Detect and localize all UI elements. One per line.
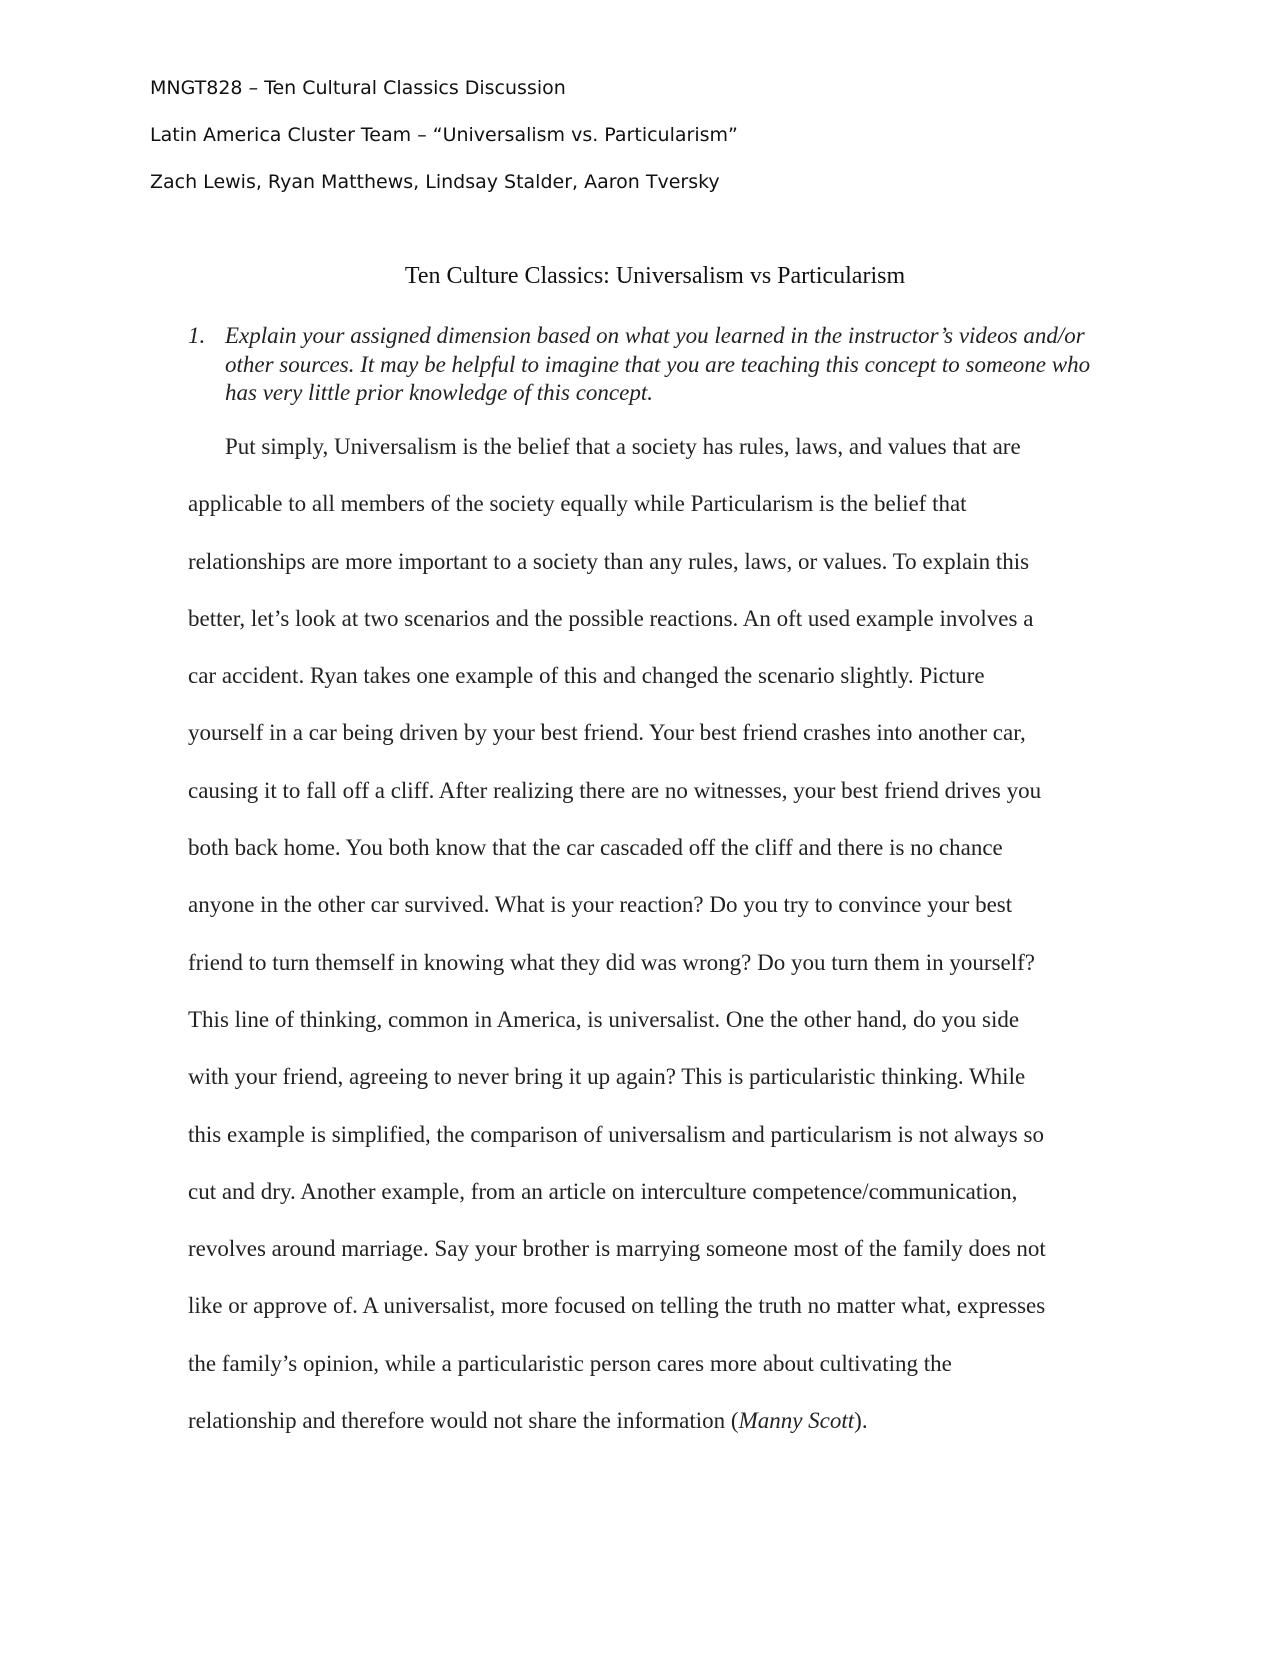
paragraph-line: the family’s opinion, while a particularistic person cares more about cultivating the bbox=[188, 1350, 952, 1376]
document-title: Ten Culture Classics: Universalism vs Particularism bbox=[404, 263, 906, 289]
question-text: Explain your assigned dimension based on what you learned in the instructor’s videos and/or other sources. It may be helpful to imagine that you are teaching this concept to someone who has very little prior knowledge of this concept. bbox=[225, 323, 1091, 405]
paragraph-last-line bbox=[188, 1409, 1128, 1466]
paragraph-line: with your friend, agreeing to never bring it up again? This is particularistic thinking. While bbox=[188, 1064, 1026, 1090]
paragraph-line: applicable to all members of the society equally while Particularism is the belief that bbox=[188, 491, 967, 517]
last-line-end: ). bbox=[854, 1408, 868, 1434]
paragraph-line: anyone in the other car survived. What is your reaction? Do you try to convince your best bbox=[188, 892, 1013, 918]
question-item bbox=[188, 322, 1108, 408]
paragraph-line: car accident. Ryan takes one example of this and changed the scenario slightly. Picture bbox=[188, 663, 985, 689]
paragraph-line: yourself in a car being driven by your best friend. Your best friend crashes into another car, bbox=[188, 720, 1026, 746]
authors-header: Zach Lewis, Ryan Matthews, Lindsay Stalder, Aaron Tversky bbox=[150, 171, 720, 193]
paragraph-line: both back home. You both know that the car cascaded off the cliff and there is no chance bbox=[188, 835, 1003, 861]
paragraph-line: This line of thinking, common in America, is universalist. One the other hand, do you side bbox=[188, 1006, 1020, 1032]
question-number: 1. bbox=[188, 323, 206, 348]
citation: Manny Scott bbox=[738, 1408, 855, 1434]
paragraph-line: like or approve of. A universalist, more focused on telling the truth no matter what, expresses bbox=[188, 1293, 1046, 1319]
last-line-text: relationship and therefore would not share the information ( bbox=[188, 1408, 739, 1434]
paragraph-line: causing it to fall off a cliff. After realizing there are no witnesses, your best friend drives you bbox=[188, 777, 1042, 803]
paragraph-line: revolves around marriage. Say your brother is marrying someone most of the family does not bbox=[188, 1236, 1046, 1262]
course-header: MNGT828 – Ten Cultural Classics Discussion bbox=[150, 77, 566, 99]
paragraph-line: friend to turn themself in knowing what they did was wrong? Do you turn them in yourself? bbox=[188, 949, 1036, 975]
paragraph-line: Put simply, Universalism is the belief that a society has rules, laws, and values that are bbox=[225, 434, 1021, 459]
team-header: Latin America Cluster Team – “Universalism vs. Particularism” bbox=[150, 124, 738, 146]
paragraph-line: cut and dry. Another example, from an article on interculture competence/communication, bbox=[188, 1178, 1018, 1204]
paragraph-line: this example is simplified, the comparison of universalism and particularism is not always so bbox=[188, 1121, 1044, 1147]
paragraph-line: better, let’s look at two scenarios and the possible reactions. An oft used example involves a bbox=[188, 605, 1034, 631]
answer-paragraph bbox=[188, 435, 1128, 1466]
paragraph-line: relationships are more important to a society than any rules, laws, or values. To explain this bbox=[188, 548, 1030, 574]
